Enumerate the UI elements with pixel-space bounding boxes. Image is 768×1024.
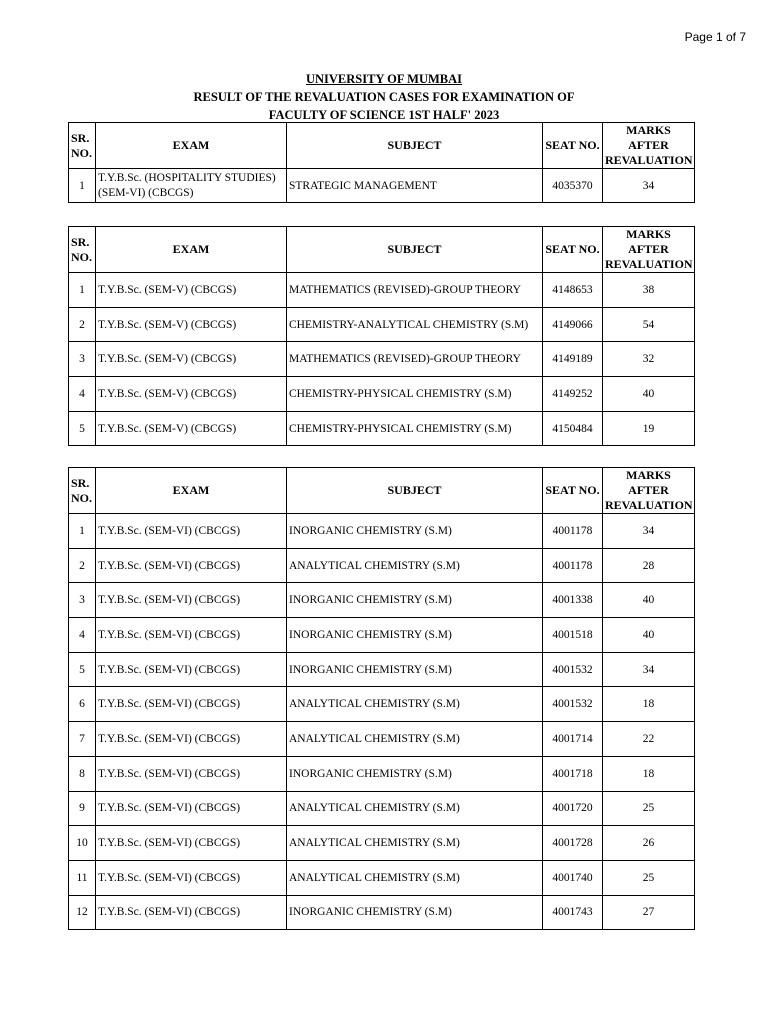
col-header-exam: EXAM [96,123,287,169]
heading-line-3: FACULTY OF SCIENCE 1ST HALF' 2023 [268,108,500,122]
cell-sr: 4 [69,377,96,412]
cell-sr: 5 [69,652,96,687]
cell-exam: T.Y.B.Sc. (SEM-V) (CBCGS) [96,273,287,308]
cell-subject: ANALYTICAL CHEMISTRY (S.M) [287,722,543,757]
col-header-seat: SEAT NO. [543,468,603,514]
cell-exam: T.Y.B.Sc. (SEM-V) (CBCGS) [96,342,287,377]
cell-seat: 4001518 [543,618,603,653]
cell-subject: CHEMISTRY-ANALYTICAL CHEMISTRY (S.M) [287,307,543,342]
cell-seat: 4001178 [543,548,603,583]
cell-seat: 4001740 [543,860,603,895]
cell-exam: T.Y.B.Sc. (SEM-VI) (CBCGS) [96,722,287,757]
table-row [69,687,695,722]
cell-subject: ANALYTICAL CHEMISTRY (S.M) [287,791,543,826]
cell-subject: MATHEMATICS (REVISED)-GROUP THEORY [287,273,543,308]
cell-seat: 4001718 [543,756,603,791]
cell-exam: T.Y.B.Sc. (SEM-VI) (CBCGS) [96,687,287,722]
cell-marks: 40 [603,377,695,412]
cell-seat: 4001338 [543,583,603,618]
cell-sr: 1 [69,273,96,308]
cell-seat: 4001532 [543,687,603,722]
cell-exam: T.Y.B.Sc. (SEM-VI) (CBCGS) [96,548,287,583]
col-header-exam: EXAM [96,468,287,514]
cell-marks: 40 [603,618,695,653]
cell-sr: 3 [69,583,96,618]
cell-exam: T.Y.B.Sc. (SEM-VI) (CBCGS) [96,618,287,653]
col-header-marks: MARKS AFTER REVALUATION [603,468,695,514]
cell-exam: T.Y.B.Sc. (SEM-VI) (CBCGS) [96,791,287,826]
cell-subject: INORGANIC CHEMISTRY (S.M) [287,583,543,618]
col-header-sr: SR. NO. [69,227,96,273]
cell-marks: 54 [603,307,695,342]
cell-subject: CHEMISTRY-PHYSICAL CHEMISTRY (S.M) [287,377,543,412]
table-row [69,860,695,895]
results-table-1 [68,122,695,203]
cell-exam: T.Y.B.Sc. (SEM-VI) (CBCGS) [96,583,287,618]
cell-marks: 34 [603,169,695,203]
table-row [69,722,695,757]
cell-exam: T.Y.B.Sc. (SEM-V) (CBCGS) [96,411,287,446]
table-row [69,826,695,861]
table-row [69,548,695,583]
cell-sr: 5 [69,411,96,446]
table-row [69,342,695,377]
cell-seat: 4148653 [543,273,603,308]
cell-seat: 4001714 [543,722,603,757]
university-name: UNIVERSITY OF MUMBAI [305,72,463,86]
cell-marks: 34 [603,514,695,549]
cell-marks: 22 [603,722,695,757]
cell-subject: INORGANIC CHEMISTRY (S.M) [287,514,543,549]
cell-subject: STRATEGIC MANAGEMENT [287,169,543,203]
cell-sr: 2 [69,548,96,583]
table-row [69,583,695,618]
cell-subject: ANALYTICAL CHEMISTRY (S.M) [287,826,543,861]
cell-exam: T.Y.B.Sc. (SEM-VI) (CBCGS) [96,652,287,687]
table-row [69,895,695,930]
table-row [69,652,695,687]
col-header-marks: MARKS AFTER REVALUATION [603,123,695,169]
cell-sr: 12 [69,895,96,930]
cell-exam: T.Y.B.Sc. (SEM-VI) (CBCGS) [96,860,287,895]
cell-sr: 1 [69,514,96,549]
page-number: Page 1 of 7 [684,30,746,44]
table-header-row [69,468,695,514]
cell-sr: 7 [69,722,96,757]
heading-line-2: RESULT OF THE REVALUATION CASES FOR EXAMINATION OF [193,90,575,104]
table-row [69,791,695,826]
cell-seat: 4150484 [543,411,603,446]
cell-sr: 1 [69,169,96,203]
cell-seat: 4149189 [543,342,603,377]
cell-sr: 11 [69,860,96,895]
cell-subject: INORGANIC CHEMISTRY (S.M) [287,756,543,791]
cell-sr: 9 [69,791,96,826]
cell-seat: 4149066 [543,307,603,342]
col-header-marks: MARKS AFTER REVALUATION [603,227,695,273]
results-table-3 [68,467,695,930]
table-row [69,169,695,203]
col-header-subject: SUBJECT [287,227,543,273]
table-row [69,618,695,653]
cell-seat: 4001728 [543,826,603,861]
cell-marks: 28 [603,548,695,583]
cell-marks: 34 [603,652,695,687]
cell-marks: 25 [603,791,695,826]
cell-exam: T.Y.B.Sc. (SEM-VI) (CBCGS) [96,895,287,930]
cell-marks: 18 [603,756,695,791]
cell-exam: T.Y.B.Sc. (SEM-V) (CBCGS) [96,307,287,342]
table-row [69,514,695,549]
cell-exam: T.Y.B.Sc. (SEM-VI) (CBCGS) [96,826,287,861]
cell-sr: 3 [69,342,96,377]
col-header-sr: SR. NO. [69,123,96,169]
table-row [69,307,695,342]
cell-subject: ANALYTICAL CHEMISTRY (S.M) [287,860,543,895]
cell-marks: 26 [603,826,695,861]
col-header-subject: SUBJECT [287,468,543,514]
cell-sr: 8 [69,756,96,791]
cell-marks: 27 [603,895,695,930]
cell-subject: MATHEMATICS (REVISED)-GROUP THEORY [287,342,543,377]
cell-marks: 38 [603,273,695,308]
col-header-seat: SEAT NO. [543,227,603,273]
cell-subject: INORGANIC CHEMISTRY (S.M) [287,652,543,687]
cell-sr: 4 [69,618,96,653]
cell-seat: 4001743 [543,895,603,930]
cell-subject: CHEMISTRY-PHYSICAL CHEMISTRY (S.M) [287,411,543,446]
col-header-subject: SUBJECT [287,123,543,169]
cell-exam: T.Y.B.Sc. (SEM-V) (CBCGS) [96,377,287,412]
cell-subject: INORGANIC CHEMISTRY (S.M) [287,618,543,653]
cell-marks: 25 [603,860,695,895]
table-row [69,273,695,308]
cell-subject: ANALYTICAL CHEMISTRY (S.M) [287,687,543,722]
results-table-2 [68,226,695,446]
cell-exam: T.Y.B.Sc. (SEM-VI) (CBCGS) [96,756,287,791]
cell-seat: 4035370 [543,169,603,203]
cell-marks: 40 [603,583,695,618]
table-header-row [69,227,695,273]
cell-seat: 4149252 [543,377,603,412]
col-header-exam: EXAM [96,227,287,273]
cell-marks: 18 [603,687,695,722]
table-row [69,411,695,446]
table-row [69,377,695,412]
cell-seat: 4001178 [543,514,603,549]
table-row [69,756,695,791]
col-header-sr: SR. NO. [69,468,96,514]
cell-exam: T.Y.B.Sc. (SEM-VI) (CBCGS) [96,514,287,549]
col-header-seat: SEAT NO. [543,123,603,169]
cell-marks: 19 [603,411,695,446]
cell-marks: 32 [603,342,695,377]
cell-seat: 4001720 [543,791,603,826]
cell-subject: ANALYTICAL CHEMISTRY (S.M) [287,548,543,583]
cell-sr: 2 [69,307,96,342]
cell-sr: 6 [69,687,96,722]
cell-seat: 4001532 [543,652,603,687]
table-header-row [69,123,695,169]
cell-sr: 10 [69,826,96,861]
cell-exam: T.Y.B.Sc. (HOSPITALITY STUDIES) (SEM-VI) (CBCGS) [96,169,287,203]
cell-subject: INORGANIC CHEMISTRY (S.M) [287,895,543,930]
document-heading [0,70,768,124]
